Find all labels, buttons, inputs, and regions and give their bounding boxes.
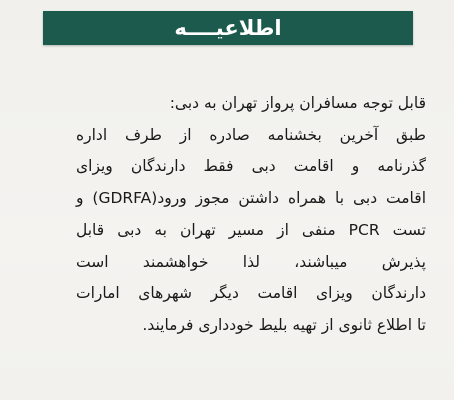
notice-line-8: تا اطلاع ثانوی از تهیه بلیط خودداری فرمایند. [142,315,426,334]
notice-line-1: قابل توجه مسافران پرواز تهران به دبی: [169,94,426,112]
notice-line-3: گذرنامه و اقامت دبی فقط دارندگان ویزای [76,157,426,176]
notice-line-6: پذیرش میباشند، لذا خواهشمند است [76,252,426,271]
notice-line-4: اقامت دبی با همراه داشتن مجوز ورود(GDRFA) و [76,189,426,208]
notice-line-7: دارندگان ویزای اقامت دیگر شهرهای امارات [76,284,426,303]
notice-header-bar [43,11,413,45]
notice-line-2: طبق آخرین بخشنامه صادره از طرف اداره [76,125,426,144]
notice-line-5: تست PCR منفی از مسیر تهران به دبی قابل [76,220,426,239]
notice-body [76,88,426,342]
notice-title: اطلاعیــــه [174,16,282,40]
